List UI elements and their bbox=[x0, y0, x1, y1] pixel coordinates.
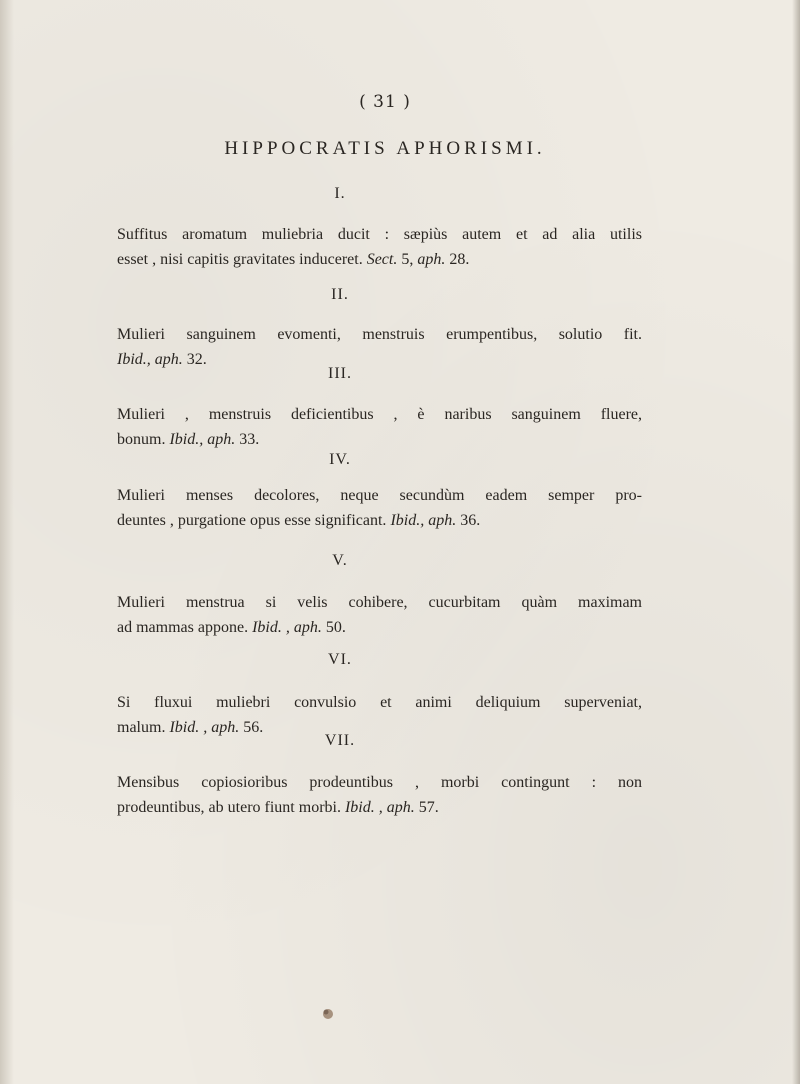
ink-blot-icon bbox=[318, 1004, 338, 1024]
aphorism-numeral-6: VI. bbox=[328, 651, 352, 668]
aphorism-4-line-1: Mulieri menses decolores, neque secundùm eadem semper pro- bbox=[117, 487, 642, 504]
aphorism-2-line-1: Mulieri sanguinem evomenti, menstruis erumpentibus, solutio fit. bbox=[117, 326, 642, 343]
aphorism-numeral-2: II. bbox=[331, 286, 349, 303]
reference-ibid: Ibid. , bbox=[252, 619, 290, 636]
aphorism-5-line-1: Mulieri menstrua si velis cohibere, cucurbitam quàm maximam bbox=[117, 594, 642, 611]
reference-aph: aph. bbox=[417, 251, 446, 268]
aphorism-numeral-7: VII. bbox=[324, 732, 356, 749]
reference-aph: aph. bbox=[293, 619, 322, 636]
page-number: ( 31 ) bbox=[359, 92, 411, 112]
reference-aph: aph. bbox=[428, 512, 457, 529]
page-title: HIPPOCRATIS APHORISMI. bbox=[224, 138, 546, 159]
aphorism-4-line-2: deuntes , purgatione opus esse significant. Ibid., aph. 36. bbox=[117, 512, 481, 529]
aphorism-7-line-1: Mensibus copiosioribus prodeuntibus , morbi contingunt : non bbox=[117, 774, 642, 791]
aphorism-3-line-1: Mulieri , menstruis deficientibus , è naribus sanguinem fluere, bbox=[117, 406, 642, 423]
aphorism-1-line-2: esset , nisi capitis gravitates induceret. Sect. 5, aph. 28. bbox=[117, 251, 470, 268]
aphorism-7-line-2: prodeuntibus, ab utero fiunt morbi. Ibid. , aph. 57. bbox=[117, 799, 439, 816]
aphorism-6-line-1: Si fluxui muliebri convulsio et animi deliquium superveniat, bbox=[117, 694, 642, 711]
page-gutter-shadow bbox=[0, 0, 14, 1084]
aphorism-numeral-4: IV. bbox=[329, 451, 351, 468]
reference-aph: aph. bbox=[211, 719, 240, 736]
aphorism-3-line-2: bonum. Ibid., aph. 33. bbox=[117, 431, 260, 448]
reference-section: Sect. bbox=[366, 251, 398, 268]
reference-ibid: Ibid., bbox=[117, 351, 151, 368]
aphorism-4 bbox=[117, 483, 642, 533]
reference-ibid: Ibid. , bbox=[169, 719, 208, 736]
aphorism-1-line-1: Suffitus aromatum muliebria ducit : sæpiùs autem et ad alia utilis bbox=[117, 226, 642, 243]
aphorism-numeral-5: V. bbox=[332, 552, 348, 569]
aphorism-1 bbox=[117, 222, 642, 272]
reference-aph: aph. bbox=[386, 799, 415, 816]
aphorism-numeral-1: I. bbox=[334, 185, 346, 202]
aphorism-2-line-2: Ibid., aph. 32. bbox=[117, 351, 207, 368]
reference-ibid: Ibid. , bbox=[344, 799, 383, 816]
reference-ibid: Ibid., bbox=[169, 431, 204, 448]
aphorism-numeral-3: III. bbox=[328, 365, 352, 382]
aphorism-5 bbox=[117, 590, 642, 640]
aphorism-6-line-2: malum. Ibid. , aph. 56. bbox=[117, 719, 264, 736]
reference-ibid: Ibid., bbox=[390, 512, 425, 529]
aphorism-5-line-2: ad mammas appone. Ibid. , aph. 50. bbox=[117, 619, 346, 636]
aphorism-7 bbox=[117, 770, 642, 820]
reference-aph: aph. bbox=[207, 431, 236, 448]
aphorism-3 bbox=[117, 402, 642, 452]
page-edge-shadow bbox=[792, 0, 800, 1084]
reference-aph: aph. bbox=[154, 351, 183, 368]
